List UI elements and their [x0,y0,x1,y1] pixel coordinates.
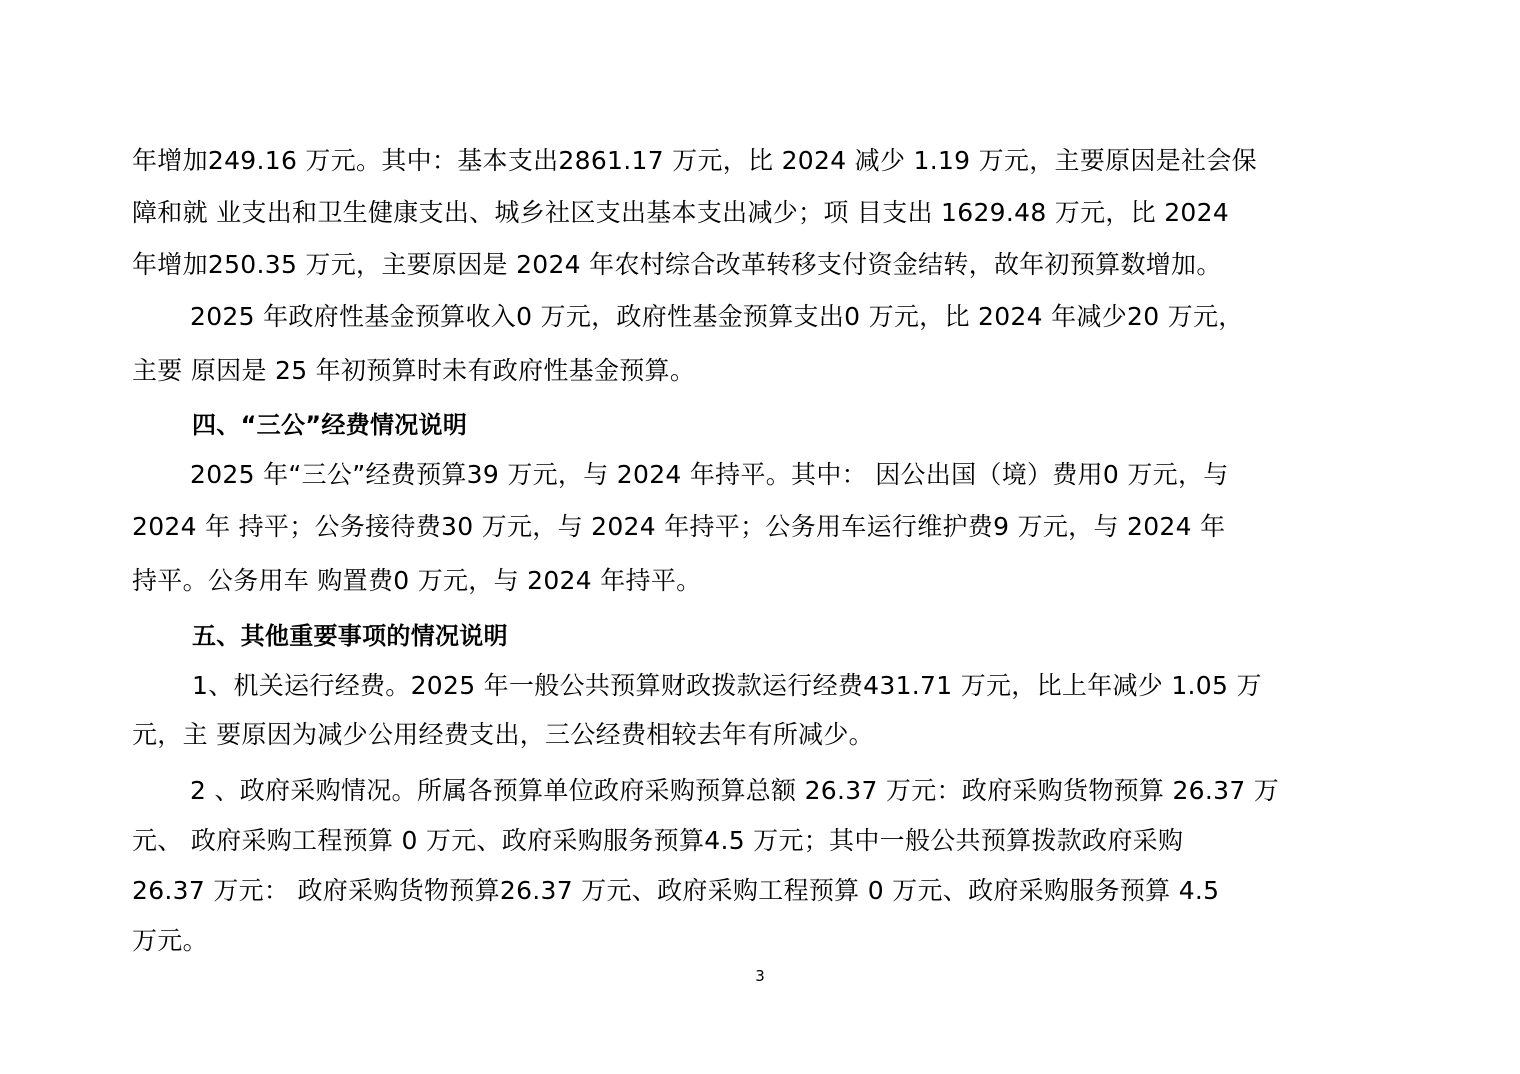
text-line-15: 26.37 万元： 政府采购货物预算26.37 万元、政府采购工程预算 0 万元、政府采购服务预算 4.5 [132,876,1220,905]
section-heading-five: 五、其他重要事项的情况说明 [192,622,508,650]
text-line-11: 1、机关运行经费。2025 年一般公共预算财政拨款运行经费431.71 万元，比上年减少 1.05 万 [192,671,1262,700]
text-line-16: 万元。 [132,926,208,955]
text-line-4: 2025 年政府性基金预算收入0 万元，政府性基金预算支出0 万元，比 2024 年减少20 万元， [190,302,1244,331]
text-line-12: 元，主 要原因为减少公用经费支出，三公经费相较去年有所减少。 [132,720,874,749]
text-line-3: 年增加250.35 万元，主要原因是 2024 年农村综合改革转移支付资金结转，故年初预算数增加。 [132,250,1222,279]
text-line-7: 2025 年“三公”经费预算39 万元，与 2024 年持平。其中： 因公出国（境）费用0 万元，与 [190,460,1229,489]
text-line-8: 2024 年 持平；公务接待费30 万元，与 2024 年持平；公务用车运行维护费9 万元，与 2024 年 [132,512,1226,541]
page-number: 3 [755,967,765,985]
text-line-9: 持平。公务用车 购置费0 万元，与 2024 年持平。 [132,566,702,595]
text-line-14: 元、 政府采购工程预算 0 万元、政府采购服务预算4.5 万元；其中一般公共预算拨款政府采购 [132,826,1184,855]
text-line-1: 年增加249.16 万元。其中：基本支出2861.17 万元，比 2024 减少 1.19 万元，主要原因是社会保 [132,146,1257,175]
text-line-5: 主要 原因是 25 年初预算时未有政府性基金预算。 [132,356,696,385]
text-line-13: 2 、政府采购情况。所属各预算单位政府采购预算总额 26.37 万元：政府采购货物预算 26.37 万 [190,776,1280,805]
text-line-2: 障和就 业支出和卫生健康支出、城乡社区支出基本支出减少；项 目支出 1629.48 万元，比 2024 [132,198,1230,227]
section-heading-four: 四、“三公”经费情况说明 [192,411,468,439]
